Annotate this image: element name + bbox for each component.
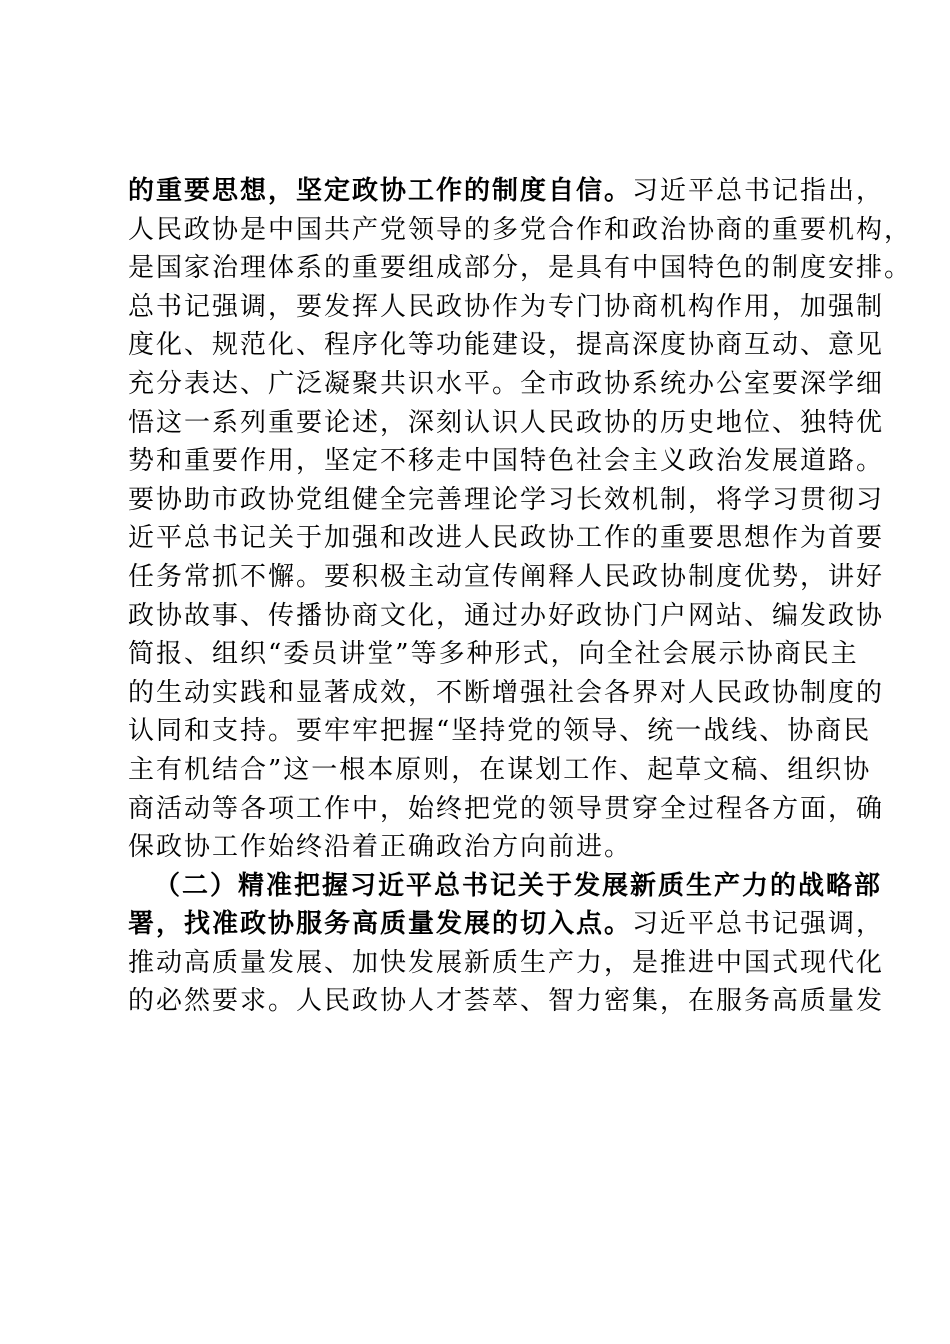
text-line: 势和重要作用，坚定不移走中国特色社会主义政治发展道路。 <box>128 446 885 477</box>
text-line: 的必然要求。人民政协人才荟萃、智力密集，在服务高质量发 <box>128 986 885 1017</box>
text-line: 任务常抓不懈。要积极主动宣传阐释人民政协制度优势，讲好 <box>128 561 885 592</box>
bold-phrase: 的重要思想，坚定政协工作的制度自信。 <box>128 176 633 206</box>
text-line: 的生动实践和显著成效，不断增强社会各界对人民政协制度的 <box>128 677 885 708</box>
text-line: 政协故事、传播协商文化，通过办好政协门户网站、编发政协 <box>128 600 885 631</box>
text-line: 度化、规范化、程序化等功能建设，提高深度协商互动、意见 <box>128 330 885 361</box>
section-heading-line: （二）精准把握习近平总书记关于发展新质生产力的战略部 <box>154 870 883 901</box>
text-line: 推动高质量发展、加快发展新质生产力，是推进中国式现代化 <box>128 947 885 978</box>
text-phrase: 习近平总书记指出， <box>632 176 885 206</box>
text-line: 悟这一系列重要论述，深刻认识人民政协的历史地位、独特优 <box>128 407 885 438</box>
bold-phrase: 署，找准政协服务高质量发展的切入点。 <box>128 909 633 940</box>
text-line: 人民政协是中国共产党领导的多党合作和政治协商的重要机构， <box>128 214 913 245</box>
text-line: 认同和支持。要牢牢把握“坚持党的领导、统一战线、协商民 <box>128 716 872 747</box>
text-line: 总书记强调，要发挥人民政协作为专门协商机构作用，加强制 <box>128 291 885 322</box>
text-line: 要协助市政协党组健全完善理论学习长效机制，将学习贯彻习 <box>128 484 885 515</box>
document-body <box>128 172 913 1021</box>
text-line: 是国家治理体系的重要组成部分，是具有中国特色的制度安排。 <box>128 253 913 284</box>
text-line: 简报、组织“委员讲堂”等多种形式，向全社会展示协商民主 <box>128 639 859 670</box>
text-line: 充分表达、广泛凝聚共识水平。全市政协系统办公室要深学细 <box>128 368 885 399</box>
text-line: 保政协工作始终沿着正确政治方向前进。 <box>128 832 633 863</box>
text-phrase: 习近平总书记强调， <box>632 909 885 940</box>
text-line <box>128 905 885 944</box>
text-line: 近平总书记关于加强和改进人民政协工作的重要思想作为首要 <box>128 523 885 554</box>
text-line: 商活动等各项工作中，始终把党的领导贯穿全过程各方面，确 <box>128 793 885 824</box>
text-line <box>128 172 885 211</box>
text-line: 主有机结合”这一根本原则，在谋划工作、起草文稿、组织协 <box>128 754 872 785</box>
